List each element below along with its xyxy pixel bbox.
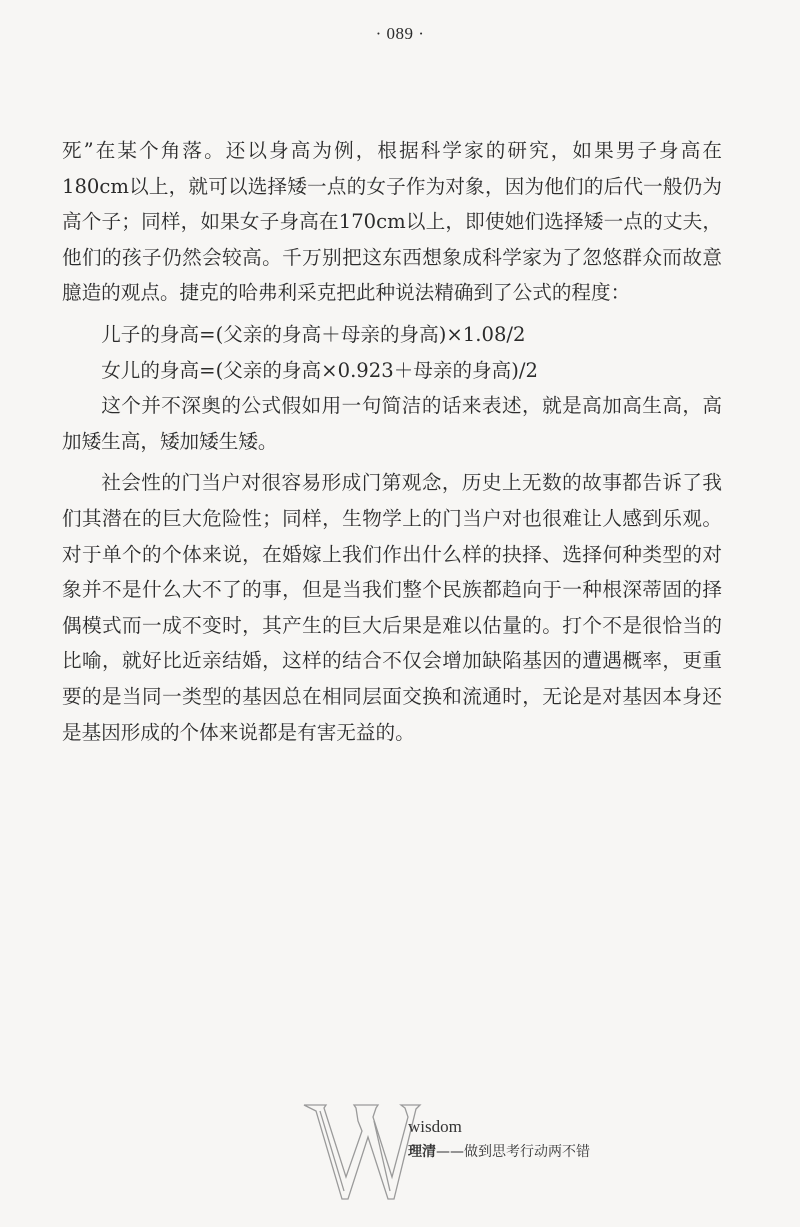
paragraph-social-matching: 社会性的门当户对很容易形成门第观念，历史上无数的故事都告诉了我们其潜在的巨大危险性；同样，生物学上的门当户对也很难让人感到乐观。对于单个的个体来说，在婚嫁上我们作出什么样的抉择、选择何种类型的对象并不是什么大不了的事，但是当我们整个民族都趋向于一种根深蒂固的择偶模式而一成不变时，其产生的巨大后果是难以估量的。打个不是很恰当的比喻，就好比近亲结婚，这样的结合不仅会增加缺陷基因的遭遇概率，更重要的是当同一类型的基因总在相同层面交换和流通时，无论是对基因本身还是基因形成的个体来说都是有害无益的。 bbox=[62, 471, 722, 744]
footer-tagline-bold: 理清 bbox=[408, 1144, 436, 1160]
formula-son-height: 儿子的身高=(父亲的身高＋母亲的身高)×1.08/2 bbox=[101, 322, 526, 346]
footer-brand bbox=[300, 1095, 640, 1215]
paragraph-continuation: 死”在某个角落。还以身高为例，根据科学家的研究，如果男子身高在180cm以上，就可以选择矮一点的女子作为对象，因为他们的后代一般仍为高个子；同样，如果女子身高在170cm以上，即使她们选择矮一点的丈夫，他们的孩子仍然会较高。千万别把这东西想象成科学家为了忽悠群众而故意臆造的观点。捷克的哈弗利采克把此种说法精确到了公式的程度： bbox=[62, 139, 722, 305]
footer-tagline-rest: ——做到思考行动两不错 bbox=[436, 1144, 590, 1160]
footer-tagline bbox=[408, 1141, 590, 1161]
formula-daughter-height: 女儿的身高=(父亲的身高×0.923＋母亲的身高)/2 bbox=[101, 358, 538, 382]
footer-wisdom-word: wisdom bbox=[408, 1117, 462, 1136]
paragraph-formula-summary: 这个并不深奥的公式假如用一句简洁的话来表述，就是高加高生高，高加矮生高，矮加矮生矮。 bbox=[62, 394, 722, 453]
body-text bbox=[62, 133, 722, 756]
page-number: · 089 · bbox=[375, 24, 425, 43]
